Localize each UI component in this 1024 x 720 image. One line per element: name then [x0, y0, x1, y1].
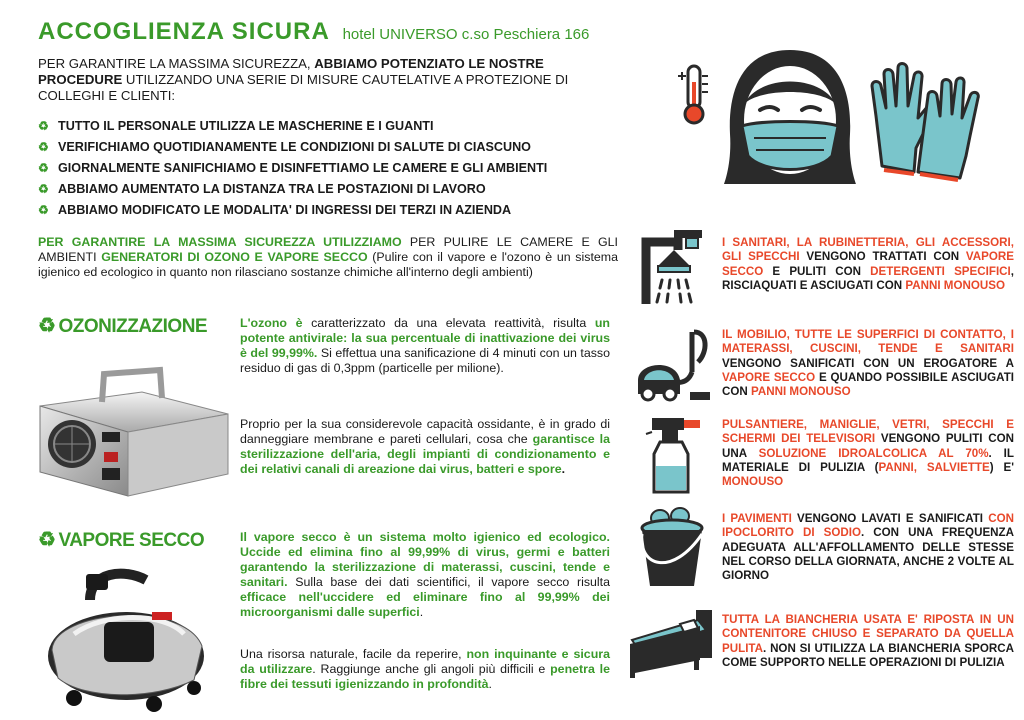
ozone-text: Si effettua una sanificazione di 4 minuti con un tasso residuo di gas di 0,3ppm (particelle per milione). — [240, 346, 610, 375]
ozone-text: garantisce la sterilizzazione dell'aria, degli impianti di condizionamento e dei relativi canali di areazione dai virus, batteri e spore — [240, 432, 610, 476]
recycle-icon: ♻ — [38, 315, 56, 337]
right-text: SOLUZIONE IDROALCOLICA AL 70% — [758, 446, 989, 460]
page-title — [38, 18, 589, 46]
para2-rest: (Pulire con il vapore e l'ozono è un sistema igienico ed ecologico in quanto non rilasciano sostanze chimiche all'interno degli ambienti) — [38, 250, 618, 279]
bucket-icon — [636, 506, 710, 592]
measures-list — [38, 116, 638, 221]
thermometer-icon — [674, 62, 714, 126]
steam-paragraph-2 — [240, 647, 610, 692]
furniture-cleaning-text — [722, 328, 1014, 399]
list-item-text: TUTTO IL PERSONALE UTILIZZA LE MASCHERINE E I GUANTI — [58, 119, 434, 133]
bed-icon — [626, 606, 714, 678]
recycle-icon: ♻ — [38, 529, 56, 551]
steam-text: non inquinante e sicura da utilizzare — [240, 647, 610, 676]
recycle-icon: ♻ — [38, 119, 49, 133]
cleaning-method-paragraph — [38, 235, 618, 280]
ozone-paragraph-2 — [240, 417, 610, 477]
right-text: ) E' — [989, 460, 1014, 474]
gloves-icon — [862, 56, 982, 186]
ozone-text: caratterizzato da una elevata reattività, risulta — [302, 316, 595, 330]
right-text: PANNI MONOUSO — [750, 385, 851, 399]
steam-text: Il vapore secco è un sistema molto igienico ed ecologico. Uccide ed elimina fino al 99,99% di virus, germi e batteri garantendo la sterilizzazione di materassi, cuscini, tende e sanitari. — [240, 530, 610, 589]
ozone-heading — [38, 313, 207, 338]
surfaces-cleaning-text — [722, 418, 1014, 489]
list-item-text: ABBIAMO MODIFICATO LE MODALITA' DI INGRESSI DEI TERZI IN AZIENDA — [58, 203, 512, 217]
right-text: I PAVIMENTI — [722, 512, 792, 525]
list-item — [38, 116, 638, 137]
intro-paragraph — [38, 56, 618, 104]
right-text: MONOUSO — [722, 475, 784, 489]
right-text: IL MOBILIO, TUTTE LE SUPERFICI DI CONTATTO, I MATERASSI, CUSCINI, TENDE E SANITARI — [722, 328, 1014, 356]
right-text: PULSANTIERE, MANIGLIE, VETRI, SPECCHI E SCHERMI DEI TELEVISORI — [722, 418, 1014, 446]
spray-bottle-icon — [642, 414, 706, 496]
list-item — [38, 200, 638, 221]
para2-mid: PER PULIRE LE CAMERE E GLI AMBIENTI — [38, 235, 618, 264]
floors-cleaning-text — [722, 512, 1014, 583]
steam-text: Una risorsa naturale, facile da reperire, — [240, 647, 467, 661]
ozone-text: . — [561, 462, 566, 476]
steam-text: efficace nell'uccidere ed eliminare fino al 99,99% dei microorganismi dalle superfici — [240, 590, 610, 619]
right-text: . NON SI UTILIZZA LA BIANCHERIA SPORCA COME SUPPORTO NELLE OPERAZIONI DI PULIZIA — [722, 641, 1014, 669]
steam-text: penetra le fibre dei tessuti igienizzando in profondità — [240, 662, 610, 691]
list-item — [38, 158, 638, 179]
intro-text-bold: ABBIAMO POTENZIATO LE NOSTRE PROCEDURE — [38, 56, 544, 87]
right-text: VAPORE SECCO — [722, 250, 1014, 278]
ozone-generator-image — [32, 344, 232, 504]
list-item-text: ABBIAMO AUMENTATO LA DISTANZA TRA LE POSTAZIONI DI LAVORO — [58, 182, 486, 196]
ozone-text: Proprio per la sua considerevole capacità ossidante, è in grado di danneggiare membrane e pareti cellulari, cosa che — [240, 417, 610, 446]
right-text: VENGONO PULITI CON UNA — [722, 432, 1014, 460]
steam-paragraph-1 — [240, 530, 610, 620]
sanitary-cleaning-text — [722, 236, 1014, 293]
steam-cleaner-image — [34, 560, 214, 715]
intro-text-1: PER GARANTIRE LA MASSIMA SICUREZZA, — [38, 56, 315, 71]
face-mask-icon — [720, 44, 860, 190]
para2-generators: GENERATORI DI OZONO E VAPORE SECCO — [101, 250, 368, 264]
right-text: DETERGENTI SPECIFICI — [870, 264, 1011, 278]
recycle-icon: ♻ — [38, 203, 49, 217]
right-text: E PULITI CON — [763, 264, 871, 278]
vacuum-cleaner-icon — [632, 322, 714, 404]
title-text: ACCOGLIENZA SICURA — [38, 18, 329, 45]
right-text: VENGONO TRATTATI CON — [799, 250, 966, 264]
steam-text: . — [488, 677, 492, 691]
steam-heading — [38, 527, 204, 552]
right-text: . CON UNA FREQUENZA ADEGUATA ALL'AFFOLLAMENTO DELLE STESSE NEL CORSO DELLA GIORNATA, ANCHE 2 VOLTE AL GIORNO — [722, 526, 1015, 583]
steam-heading-text: VAPORE SECCO — [58, 530, 205, 551]
ozone-text: L'ozono — [240, 316, 287, 330]
right-text: VENGONO SANIFICATI CON UN EROGATORE A — [722, 356, 1014, 370]
recycle-icon: ♻ — [38, 182, 49, 196]
steam-text: . Raggiunge anche gli angoli più difficili e — [312, 662, 551, 676]
shower-faucet-icon — [634, 226, 710, 310]
ozone-heading-text: OZONIZZAZIONE — [58, 316, 208, 337]
right-text: TUTTA LA BIANCHERIA USATA E' RIPOSTA IN UN CONTENITORE CHIUSO E SEPARATO DA QUELLA PULITA — [722, 613, 1014, 655]
right-text: PANNI, SALVIETTE — [878, 460, 990, 474]
right-text: VAPORE SECCO — [722, 370, 816, 384]
right-text: I SANITARI, LA RUBINETTERIA, GLI ACCESSORI, GLI SPECCHI — [722, 236, 1014, 264]
intro-text-2: UTILIZZANDO UNA SERIE DI MISURE CAUTELATIVE A PROTEZIONE DI COLLEGHI E CLIENTI: — [38, 72, 569, 103]
ozone-text: un potente antivirale: la sua percentuale di inattivazione dei virus è del 99,99%. — [240, 316, 610, 360]
right-text: VENGONO LAVATI E SANIFICATI — [791, 512, 989, 525]
ozone-paragraph-1 — [240, 316, 610, 376]
right-text: CON IPOCLORITO DI SODIO — [722, 512, 1014, 540]
right-text: , RISCIAQUATI E ASCIUGATI CON — [722, 264, 1014, 292]
right-text: . IL MATERIALE DI PULIZIA ( — [722, 446, 1014, 474]
list-item — [38, 137, 638, 158]
list-item-text: GIORNALMENTE SANIFICHIAMO E DISINFETTIAMO LE CAMERE E GLI AMBIENTI — [58, 161, 548, 175]
right-text: PANNI MONOUSO — [905, 278, 1005, 292]
recycle-icon: ♻ — [38, 140, 49, 154]
para2-lead: PER GARANTIRE LA MASSIMA SICUREZZA UTILIZZIAMO — [38, 235, 402, 249]
list-item — [38, 179, 638, 200]
steam-text: Sulla base dei dati scientifici, il vapore secco risulta — [287, 575, 610, 589]
list-item-text: VERIFICHIAMO QUOTIDIANAMENTE LE CONDIZIONI DI SALUTE DI CIASCUNO — [58, 140, 531, 154]
steam-text: . — [419, 605, 424, 619]
linen-handling-text — [722, 613, 1014, 670]
hotel-subtitle: hotel UNIVERSO c.so Peschiera 166 — [342, 26, 590, 43]
right-text: E QUANDO POSSIBILE ASCIUGATI CON — [722, 370, 1014, 399]
ozone-text: è — [287, 316, 303, 330]
recycle-icon: ♻ — [38, 161, 49, 175]
